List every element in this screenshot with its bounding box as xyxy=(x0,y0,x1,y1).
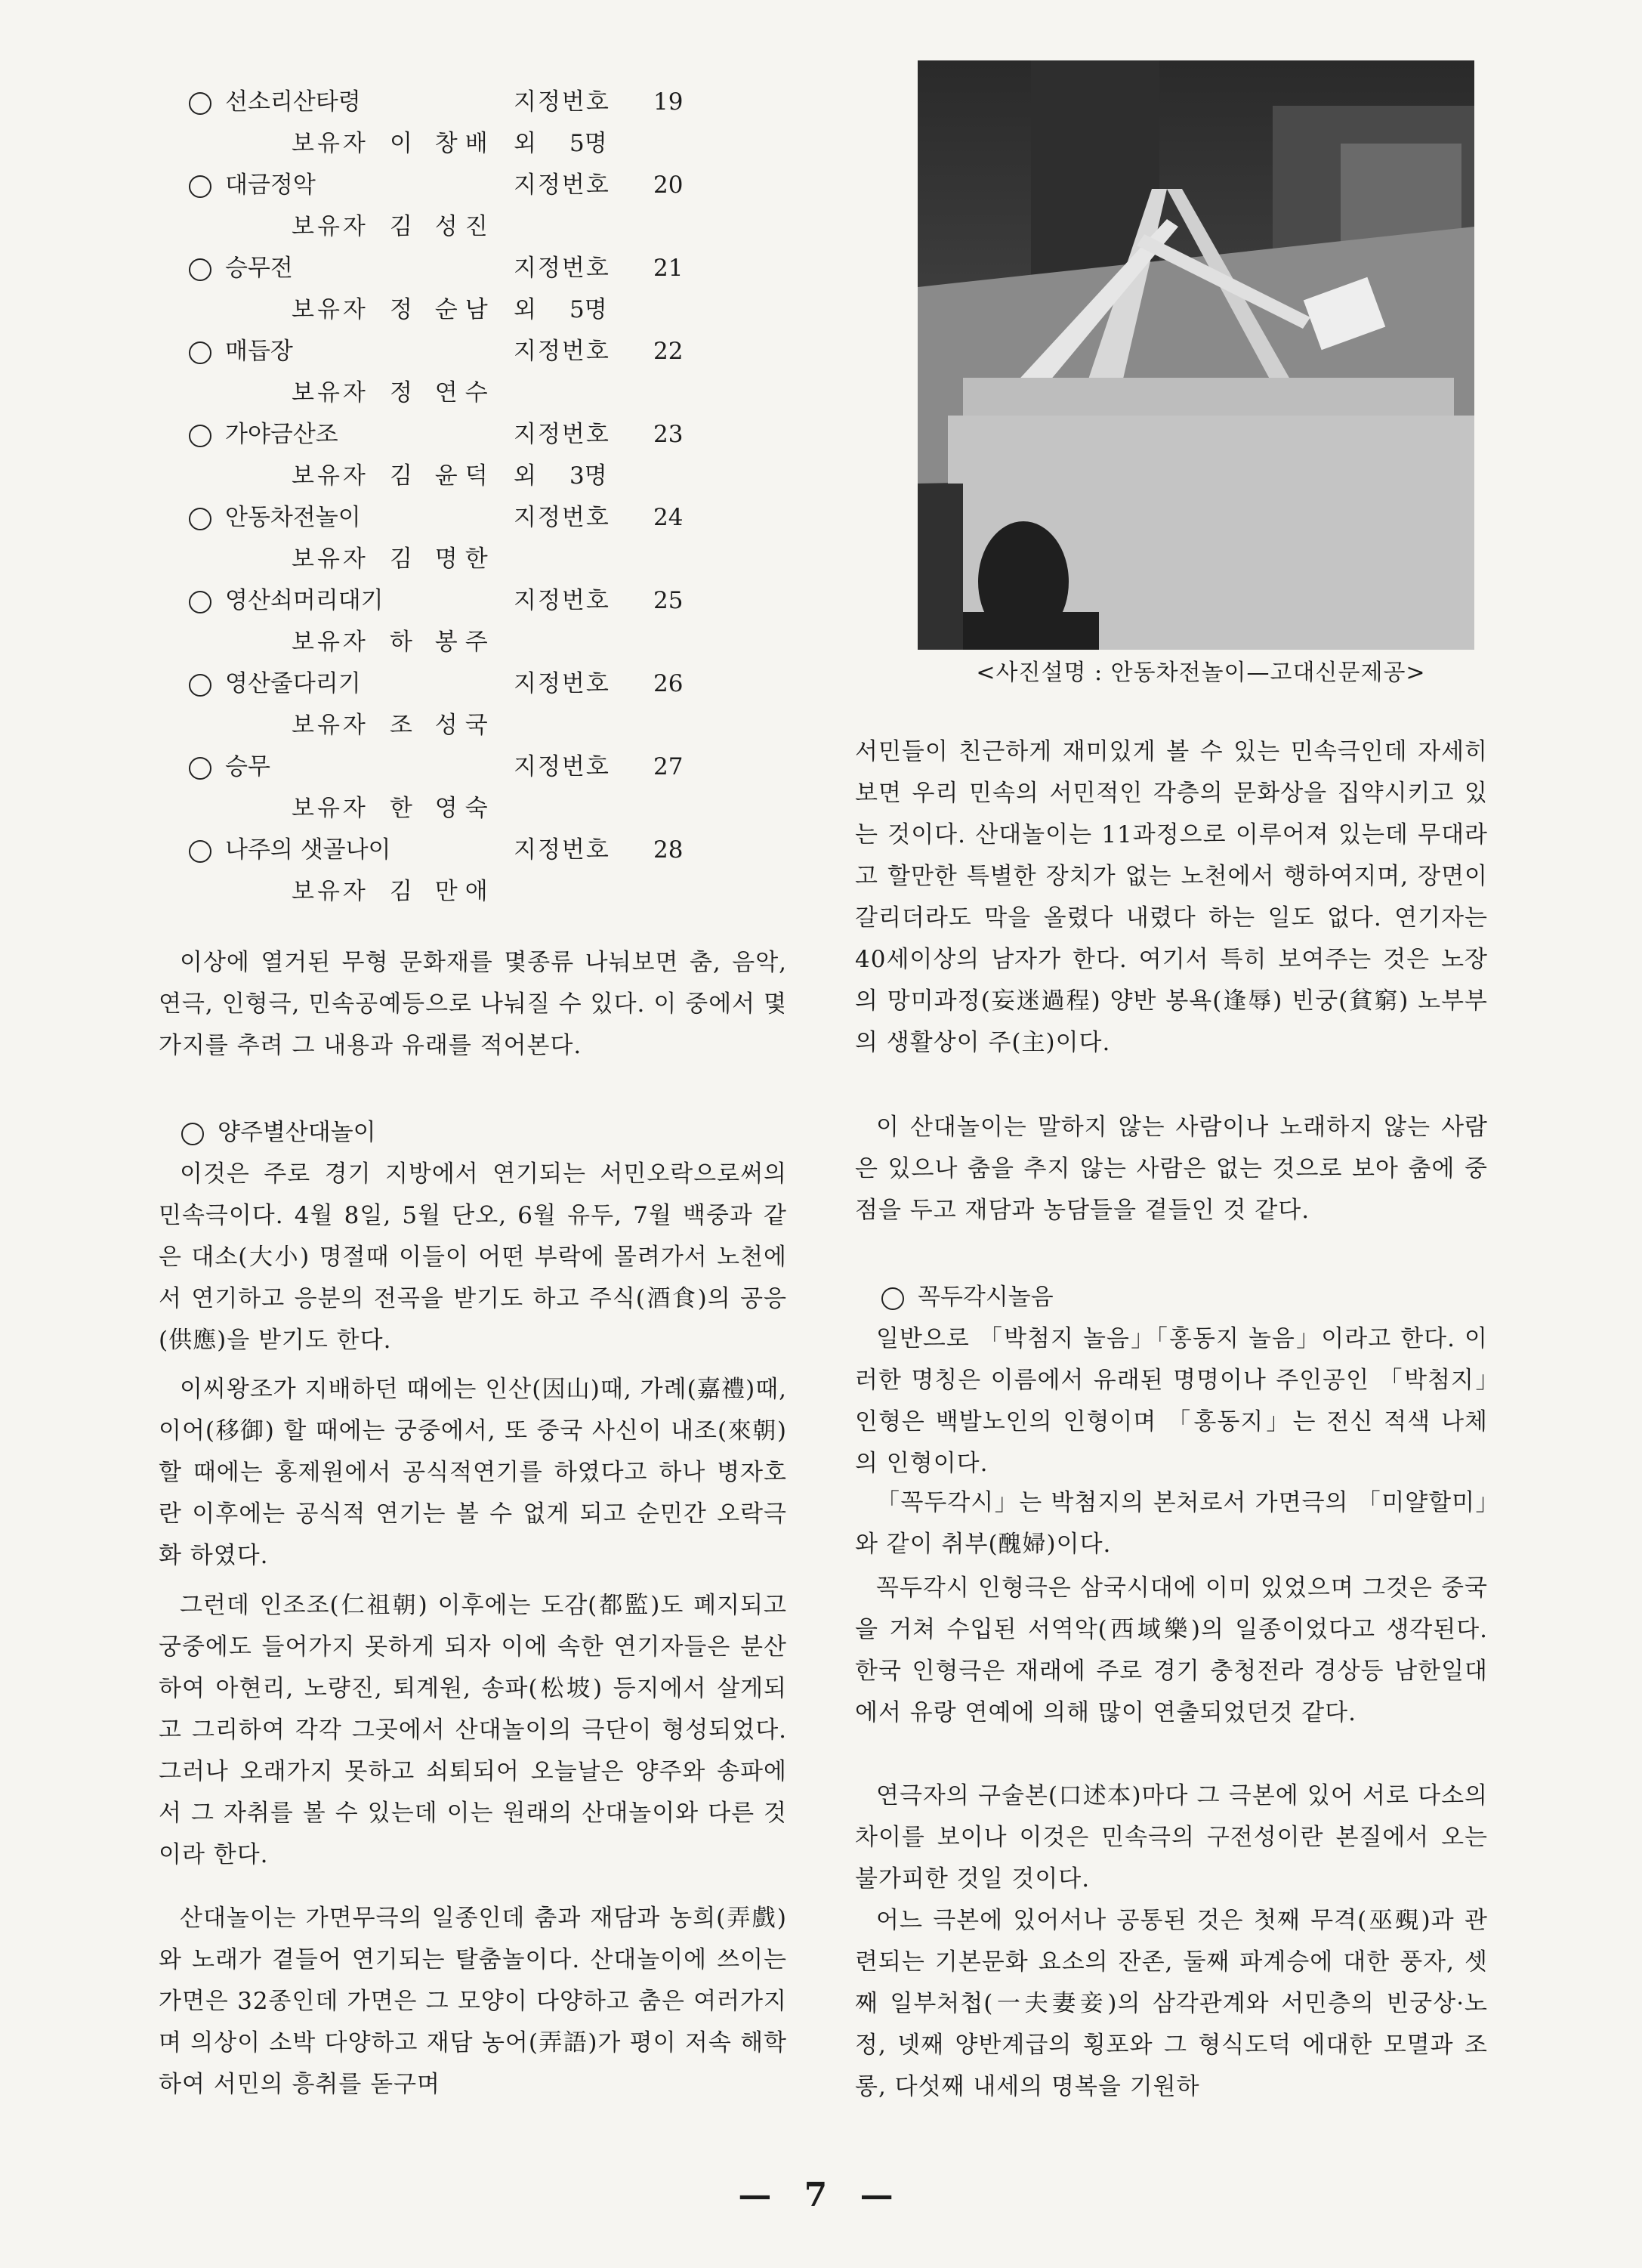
designation-name: 승무전 xyxy=(225,255,293,282)
holder-group xyxy=(292,456,495,497)
designation-number: 22 xyxy=(653,338,684,365)
designation-entry xyxy=(189,82,763,165)
holder-name: 하 봉주 xyxy=(390,629,495,656)
designation-label: 지정번호 xyxy=(514,753,610,780)
designation-number: 26 xyxy=(653,670,684,697)
designation-title-line xyxy=(189,830,763,871)
holder-group xyxy=(292,206,495,248)
designation-holder-line xyxy=(189,871,763,913)
designation-number: 27 xyxy=(653,753,684,780)
holder-group xyxy=(292,123,495,165)
designation-entry xyxy=(189,497,763,580)
designation-title-line xyxy=(189,746,763,788)
holder-extra-count: 5명 xyxy=(569,296,607,323)
photo-andong-chajeon xyxy=(918,60,1474,650)
holder-group xyxy=(292,539,495,580)
intro-paragraph: 이상에 열거된 무형 문화재를 몇종류 나눠보면 춤, 음악, 연극, 인형극, 민속공예등으로 나눠질 수 있다. 이 중에서 몇가지를 추려 그 내용과 유래를 적어본다. xyxy=(159,949,787,1059)
holder-label: 보유자 xyxy=(292,878,369,905)
designation-title-line xyxy=(189,580,763,622)
heading-kkokdu: 꼭두각시놀음 xyxy=(865,1277,1054,1318)
holder-name: 한 영숙 xyxy=(390,795,495,822)
holder-extra xyxy=(514,456,607,497)
holder-extra-count: 5명 xyxy=(569,130,607,157)
designation-number: 21 xyxy=(653,255,684,282)
circle-bullet-icon xyxy=(881,1287,904,1310)
holder-group xyxy=(292,622,495,663)
holder-label: 보유자 xyxy=(292,629,369,656)
designation-name: 영산쇠머리대기 xyxy=(225,587,384,614)
holder-group xyxy=(292,871,495,913)
designation-entry xyxy=(189,746,763,830)
designation-entry xyxy=(189,830,763,913)
designation-holder-line xyxy=(189,705,763,746)
holder-name: 정 연수 xyxy=(390,379,495,406)
holder-group xyxy=(292,705,495,746)
holder-group xyxy=(292,372,495,414)
holder-label: 보유자 xyxy=(292,130,369,157)
designation-entry xyxy=(189,331,763,414)
designation-entry xyxy=(189,248,763,331)
designation-label: 지정번호 xyxy=(514,836,610,864)
designation-holder-line xyxy=(189,788,763,830)
holder-name: 이 창배 xyxy=(390,130,495,157)
designation-number: 20 xyxy=(653,171,684,199)
circle-bullet-icon xyxy=(189,175,211,198)
designation-entry xyxy=(189,580,763,663)
designation-title-line xyxy=(189,331,763,372)
designation-title-line xyxy=(189,82,763,123)
designation-label: 지정번호 xyxy=(514,421,610,448)
designation-label: 지정번호 xyxy=(514,171,610,199)
photo-illustration xyxy=(918,60,1474,650)
designation-label: 지정번호 xyxy=(514,670,610,697)
designation-holder-line xyxy=(189,622,763,663)
paragraph-kkokdu-4: 연극자의 구술본(口述本)마다 그 극본에 있어 서로 다소의 차이를 보이나 이것은 민속극의 구전성이란 본질에서 오는 불가피한 것일 것이다. xyxy=(855,1782,1488,1893)
designation-title-line xyxy=(189,165,763,206)
designation-list xyxy=(189,82,763,913)
holder-name: 김 윤덕 xyxy=(390,462,495,490)
designation-label: 지정번호 xyxy=(514,338,610,365)
designation-number: 19 xyxy=(653,88,684,116)
designation-name: 영산줄다리기 xyxy=(225,670,361,697)
paragraph-kkokdu-3: 꼭두각시 인형극은 삼국시대에 이미 있었으며 그것은 중국을 거쳐 수입된 서역악(西域樂)의 일종이었다고 생각된다. 한국 인형극은 재래에 주로 경기 충청전라 경상등 남한일대에서 유랑 연예에 의해 많이 연출되었던것 같다. xyxy=(855,1574,1488,1726)
holder-label: 보유자 xyxy=(292,379,369,406)
designation-name: 선소리산타령 xyxy=(225,88,361,116)
designation-title-line xyxy=(189,497,763,539)
paragraph-yangju-2: 이씨왕조가 지배하던 때에는 인산(因山)때, 가례(嘉禮)때, 이어(移御) 할 때에는 궁중에서, 또 중국 사신이 내조(來朝)할 때에는 홍제원에서 공식적연기를 하였다고 하나 병자호란 이후에는 공식적 연기는 볼 수 없게 되고 순민간 오락극화 하였다. xyxy=(159,1376,787,1569)
paragraph-kkokdu-1: 일반으로 「박첨지 놀음」「홍동지 놀음」이라고 한다. 이러한 명칭은 이름에서 유래된 명명이나 주인공인 「박첨지」인형은 백발노인의 인형이며 「홍동지」는 전신 적색 나체의 인형이다. xyxy=(855,1325,1488,1477)
designation-entry xyxy=(189,663,763,746)
page-number: — 7 — xyxy=(738,2176,904,2214)
designation-name: 안동차전놀이 xyxy=(225,504,361,531)
designation-name: 매듭장 xyxy=(225,338,293,365)
heading-yangju: 양주별산대놀이 xyxy=(165,1112,376,1154)
designation-name: 대금정악 xyxy=(225,171,316,199)
designation-holder-line xyxy=(189,289,763,331)
circle-bullet-icon xyxy=(189,258,211,281)
holder-label: 보유자 xyxy=(292,296,369,323)
paragraph-yangju-4: 산대놀이는 가면무극의 일종인데 춤과 재담과 농희(弄戲)와 노래가 곁들어 연기되는 탈춤놀이다. 산대놀이에 쓰이는 가면은 32종인데 가면은 그 모양이 다양하고 춤은 여러가지며 의상이 소박 다양하고 재담 농어(弄語)가 평이 저속 해학하여 서민의 흥취를 돋구며 xyxy=(159,1905,787,2098)
circle-bullet-icon xyxy=(189,341,211,364)
circle-bullet-icon xyxy=(189,508,211,530)
paragraph-yangju-1: 이것은 주로 경기 지방에서 연기되는 서민오락으로써의 민속극이다. 4월 8일, 5월 단오, 6월 유두, 7월 백중과 같은 대소(大小) 명절때 이들이 어떤 부락에 몰려가서 노천에서 연기하고 응분의 전곡을 받기도 하고 주식(酒食)의 공응(供應)을 받기도 한다. xyxy=(159,1160,787,1354)
designation-title-line xyxy=(189,663,763,705)
designation-holder-line xyxy=(189,456,763,497)
paragraph-kkokdu-5: 어느 극본에 있어서나 공통된 것은 첫째 무격(巫覡)과 관련되는 기본문화 요소의 잔존, 둘째 파계승에 대한 풍자, 셋째 일부처첩(一夫妻妾)의 삼각관계와 서민층의 빈궁상·노정, 넷째 양반계급의 횡포와 그 형식도덕 에대한 모멸과 조롱, 다섯째 내세의 명복을 기원하 xyxy=(855,1907,1488,2100)
holder-label: 보유자 xyxy=(292,712,369,739)
circle-bullet-icon xyxy=(189,674,211,697)
holder-name: 김 명한 xyxy=(390,545,495,573)
designation-holder-line xyxy=(189,123,763,165)
holder-name: 조 성국 xyxy=(390,712,495,739)
paragraph-yangju-3: 그런데 인조조(仁祖朝) 이후에는 도감(都監)도 폐지되고 궁중에도 들어가지 못하게 되자 이에 속한 연기자들은 분산하여 아현리, 노량진, 퇴계원, 송파(松坡) 등지에서 살게되고 그리하여 각각 그곳에서 산대놀이의 극단이 형성되었다. 그러나 오래가지 못하고 쇠퇴되어 오늘날은 양주와 송파에서 그 자취를 볼 수 있는데 이는 원래의 산대놀이와 다른 것이라 한다. xyxy=(159,1592,787,1868)
circle-bullet-icon xyxy=(181,1123,204,1145)
designation-holder-line xyxy=(189,372,763,414)
designation-title-line xyxy=(189,248,763,289)
designation-holder-line xyxy=(189,206,763,248)
holder-group xyxy=(292,788,495,830)
designation-label: 지정번호 xyxy=(514,587,610,614)
circle-bullet-icon xyxy=(189,92,211,115)
circle-bullet-icon xyxy=(189,757,211,780)
designation-number: 24 xyxy=(653,504,684,531)
designation-label: 지정번호 xyxy=(514,504,610,531)
holder-extra-prefix: 외 xyxy=(514,462,536,490)
holder-extra xyxy=(514,123,607,165)
holder-label: 보유자 xyxy=(292,545,369,573)
paragraph-sandae-2: 이 산대놀이는 말하지 않는 사람이나 노래하지 않는 사람은 있으나 춤을 추지 않는 사람은 없는 것으로 보아 춤에 중점을 두고 재담과 농담들을 곁들인 것 같다. xyxy=(855,1114,1488,1224)
holder-group xyxy=(292,289,495,331)
holder-label: 보유자 xyxy=(292,462,369,490)
designation-label: 지정번호 xyxy=(514,88,610,116)
holder-label: 보유자 xyxy=(292,213,369,240)
holder-name: 정 순남 xyxy=(390,296,495,323)
designation-entry xyxy=(189,414,763,497)
designation-title-line xyxy=(189,414,763,456)
designation-name: 나주의 샛골나이 xyxy=(225,836,391,864)
designation-label: 지정번호 xyxy=(514,255,610,282)
holder-name: 김 성진 xyxy=(390,213,495,240)
holder-extra xyxy=(514,289,607,331)
designation-name: 승무 xyxy=(225,753,270,780)
photo-caption: <사진설명 : 안동차전놀이—고대신문제공> xyxy=(976,660,1426,686)
designation-number: 28 xyxy=(653,836,684,864)
holder-extra-prefix: 외 xyxy=(514,130,536,157)
holder-extra-prefix: 외 xyxy=(514,296,536,323)
paragraph-kkokdu-2: 「꼭두각시」는 박첨지의 본처로서 가면극의 「미얄할미」와 같이 취부(醜婦)이다. xyxy=(855,1489,1488,1558)
circle-bullet-icon xyxy=(189,591,211,613)
circle-bullet-icon xyxy=(189,840,211,863)
designation-number: 25 xyxy=(653,587,684,614)
designation-number: 23 xyxy=(653,421,684,448)
holder-label: 보유자 xyxy=(292,795,369,822)
designation-entry xyxy=(189,165,763,248)
holder-extra-count: 3명 xyxy=(569,462,607,490)
circle-bullet-icon xyxy=(189,425,211,447)
holder-name: 김 만애 xyxy=(390,878,495,905)
designation-holder-line xyxy=(189,539,763,580)
paragraph-sandae-1: 서민들이 친근하게 재미있게 볼 수 있는 민속극인데 자세히 보면 우리 민속의 서민적인 각층의 문화상을 집약시키고 있는 것이다. 산대놀이는 11과정으로 이루어져 있는데 무대라고 할만한 특별한 장치가 없는 노천에서 행하여지며, 장면이 갈리더라도 막을 올렸다 내렸다 하는 일도 없다. 연기자는 40세이상의 남자가 한다. 여기서 특히 보여주는 것은 노장의 망미과정(妄迷過程) 양반 봉욕(逢辱) 빈궁(貧窮) 노부부의 생활상이 주(主)이다. xyxy=(855,738,1488,1056)
designation-name: 가야금산조 xyxy=(225,421,338,448)
